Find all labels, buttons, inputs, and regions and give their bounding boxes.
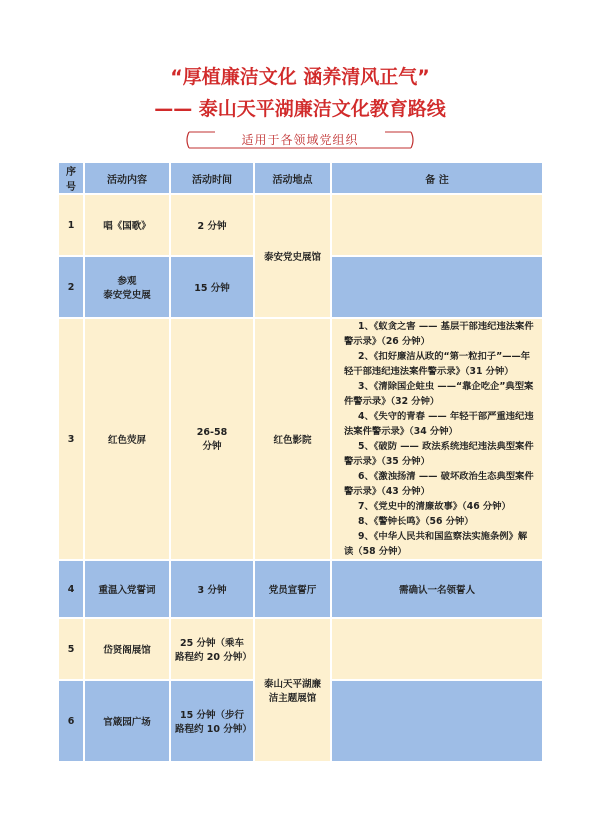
- row-location: 泰安党史展馆: [254, 194, 331, 318]
- header-num: 序号: [58, 162, 84, 194]
- row-time: 3 分钟: [170, 560, 254, 618]
- table-row: [58, 618, 543, 680]
- row-location: 党员宣誓厅: [254, 560, 331, 618]
- row-num: 6: [58, 680, 84, 762]
- row-num: 4: [58, 560, 84, 618]
- header-location: 活动地点: [254, 162, 331, 194]
- header-time: 活动时间: [170, 162, 254, 194]
- row-num: 1: [58, 194, 84, 256]
- row-time: 15 分钟（步行 路程约 10 分钟）: [170, 680, 254, 762]
- film-item: 7、《党史中的清廉故事》（46 分钟）: [358, 501, 511, 512]
- row-activity: 红色荧屏: [84, 318, 170, 560]
- row-notes: 需确认一名领誓人: [331, 560, 543, 618]
- row-notes-films: [331, 318, 543, 560]
- row-time: 15 分钟: [170, 256, 254, 318]
- table-row: [58, 194, 543, 256]
- sub-title-route: —— 泰山天平湖廉洁文化教育路线: [154, 98, 446, 120]
- row-location: 红色影院: [254, 318, 331, 560]
- row-time: 2 分钟: [170, 194, 254, 256]
- row-num: 3: [58, 318, 84, 560]
- row-activity: 官箴园广场: [84, 680, 170, 762]
- row-num: 2: [58, 256, 84, 318]
- film-item: 3、《清除国企蛀虫 ——“靠企吃企”典型案件警示录》（32 分钟）: [344, 381, 534, 407]
- row-activity: 参观 泰安党史展: [84, 256, 170, 318]
- row-time: 25 分钟（乘车 路程约 20 分钟）: [170, 618, 254, 680]
- subtitle-ribbon: [185, 129, 415, 151]
- table-row: [58, 560, 543, 618]
- row-notes: [331, 256, 543, 318]
- row-notes: [331, 680, 543, 762]
- film-item: 1、《蚁贪之害 —— 基层干部违纪违法案件警示录》（26 分钟）: [344, 321, 534, 347]
- row-num: 5: [58, 618, 84, 680]
- subtitle-text: 适用于各领域党组织: [241, 133, 359, 147]
- row-notes: [331, 194, 543, 256]
- film-item: 4、《失守的青春 —— 年轻干部严重违纪违法案件警示录》（34 分钟）: [344, 411, 534, 437]
- header-activity: 活动内容: [84, 162, 170, 194]
- film-item: 5、《破防 —— 政法系统违纪违法典型案件警示录》（35 分钟）: [344, 441, 534, 467]
- main-title: “厚植廉洁文化 涵养清风正气”: [170, 66, 430, 88]
- header-notes: 备 注: [331, 162, 543, 194]
- route-table: [57, 161, 544, 763]
- row-activity: 唱《国歌》: [84, 194, 170, 256]
- table-header-row: [58, 162, 543, 194]
- row-notes: [331, 618, 543, 680]
- row-activity: 重温入党誓词: [84, 560, 170, 618]
- row-time: 26-58 分钟: [170, 318, 254, 560]
- row-location: 泰山天平湖廉 洁主题展馆: [254, 618, 331, 762]
- film-item: 6、《激浊扬清 —— 破坏政治生态典型案件警示录》（43 分钟）: [344, 471, 534, 497]
- row-activity: 岱贤阁展馆: [84, 618, 170, 680]
- table-row: [58, 318, 543, 560]
- film-item: 2、《扣好廉洁从政的“第一粒扣子”——年轻干部违纪违法案件警示录》（31 分钟）: [344, 351, 531, 377]
- film-item: 9、《中华人民共和国监察法实施条例》解读（58 分钟）: [344, 531, 528, 557]
- film-item: 8、《警钟长鸣》（56 分钟）: [358, 516, 474, 527]
